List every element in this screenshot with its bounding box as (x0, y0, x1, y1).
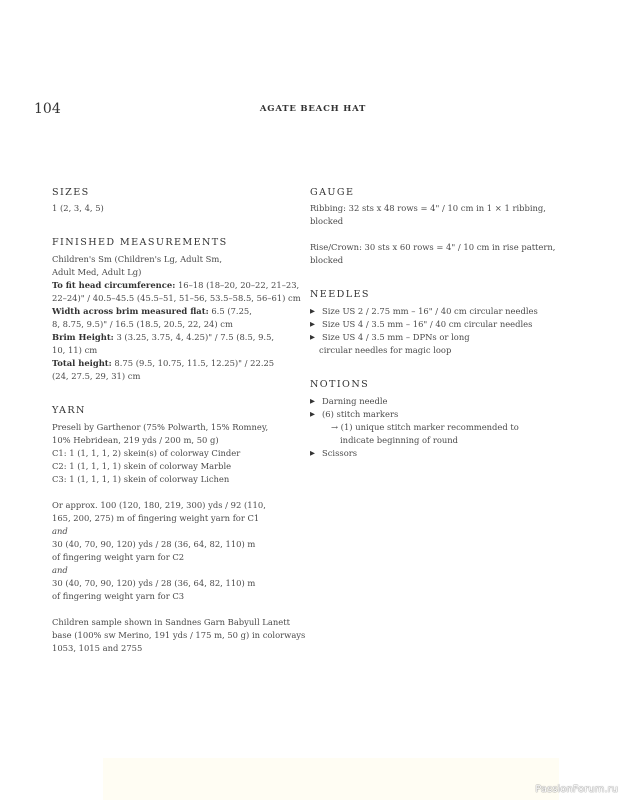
needle-item: ▶ Size US 2 / 2.75 mm – 16" / 40 cm circular needles (310, 306, 538, 316)
triangle-bullet-icon: ▶ (310, 320, 315, 328)
notions-heading: NOTIONS (310, 379, 370, 390)
sizes-section (52, 186, 292, 215)
bottom-tint-band (103, 758, 559, 800)
gauge-line: Ribbing: 32 sts x 48 rows = 4" / 10 cm in 1 × 1 ribbing, (310, 203, 546, 213)
gauge-line: Rise/Crown: 30 sts x 60 rows = 4" / 10 cm in rise pattern, (310, 242, 556, 252)
size-names-line: Children's Sm (Children's Lg, Adult Sm, (52, 254, 222, 264)
head-circumference-value: 16–18 (18–20, 20–22, 21–23, (175, 280, 300, 290)
needle-item: ▶ Size US 4 / 3.5 mm – 16" / 40 cm circular needles (310, 319, 533, 329)
yarn-and: and (52, 526, 68, 536)
notion-item: ▶ Darning needle (310, 396, 388, 406)
brim-height (52, 331, 292, 344)
notion-subitem: → (1) unique stitch marker recommended to (331, 422, 519, 432)
triangle-bullet-icon: ▶ (310, 397, 315, 405)
head-circumference-cont: 22–24)" / 40.5–45.5 (45.5–51, 51–56, 53.5–58.5, 56–61) cm (52, 293, 301, 303)
triangle-bullet-icon: ▶ (310, 307, 315, 315)
brim-height-label: Brim Height: (52, 332, 114, 342)
yarn-line: Or approx. 100 (120, 180, 219, 300) yds / 92 (110, (52, 500, 266, 510)
yarn-line: 30 (40, 70, 90, 120) yds / 28 (36, 64, 82, 110) m (52, 578, 256, 588)
sizes-heading: SIZES (52, 187, 90, 198)
total-height-label: Total height: (52, 358, 112, 368)
yarn-line: 30 (40, 70, 90, 120) yds / 28 (36, 64, 82, 110) m (52, 539, 256, 549)
yarn-line: Children sample shown in Sandnes Garn Babyull Lanett (52, 617, 290, 627)
yarn-line: base (100% sw Merino, 191 yds / 175 m, 50 g) in colorways (52, 630, 306, 640)
brim-width-cont: 8, 8.75, 9.5)" / 16.5 (18.5, 20.5, 22, 24) cm (52, 319, 233, 329)
brim-width (52, 305, 292, 318)
size-names-line: Adult Med, Adult Lg) (52, 267, 142, 277)
yarn-line: Preseli by Garthenor (75% Polwarth, 15% Romney, (52, 422, 269, 432)
head-circumference-label: To fit head circumference: (52, 280, 176, 290)
yarn-line: 1053, 1015 and 2755 (52, 643, 143, 653)
triangle-bullet-icon: ▶ (310, 449, 315, 457)
gauge-line: blocked (310, 216, 344, 226)
yarn-section (52, 404, 306, 655)
brim-width-value: 6.5 (7.25, (208, 306, 252, 316)
yarn-heading: YARN (52, 405, 86, 416)
gauge-heading: GAUGE (310, 187, 355, 198)
yarn-line: C3: 1 (1, 1, 1, 1) skein of colorway Lichen (52, 474, 230, 484)
total-height-cont: (24, 27.5, 29, 31) cm (52, 371, 141, 381)
triangle-bullet-icon: ▶ (310, 410, 315, 418)
gauge-line: blocked (310, 255, 344, 265)
yarn-and: and (52, 565, 68, 575)
notion-subitem: indicate beginning of round (340, 435, 459, 445)
yarn-line: 165, 200, 275) m of fingering weight yarn for C1 (52, 513, 260, 523)
total-height (52, 357, 292, 370)
brim-height-cont: 10, 11) cm (52, 345, 98, 355)
head-circumference (52, 279, 300, 292)
gauge-rise (310, 241, 556, 267)
brim-height-value: 3 (3.25, 3.75, 4, 4.25)" / 7.5 (8.5, 9.5, (113, 332, 275, 342)
triangle-bullet-icon: ▶ (310, 333, 315, 341)
yarn-line: 10% Hebridean, 219 yds / 200 m, 50 g) (52, 435, 219, 445)
yarn-line: C1: 1 (1, 1, 1, 2) skein(s) of colorway Cinder (52, 448, 241, 458)
notion-item: ▶ (6) stitch markers (310, 409, 399, 419)
gauge-ribbing (310, 202, 550, 228)
yarn-line: of fingering weight yarn for C3 (52, 591, 185, 601)
needle-item: ▶ Size US 4 / 3.5 mm – DPNs or long (310, 332, 470, 342)
gauge-section (310, 186, 556, 267)
right-column (310, 186, 556, 460)
yarn-line: of fingering weight yarn for C2 (52, 552, 185, 562)
page-number: 104 (34, 101, 61, 117)
finished-measurements-heading: FINISHED MEASUREMENTS (52, 237, 228, 248)
needle-item-continuation: circular needles for magic loop (319, 345, 452, 355)
sizes-value: 1 (2, 3, 4, 5) (52, 203, 104, 213)
finished-measurements-section (52, 236, 301, 383)
notion-item: ▶ Scissors (310, 448, 358, 458)
needles-section (310, 288, 550, 357)
notions-section (310, 378, 550, 460)
yarn-paragraph-2 (52, 499, 292, 603)
yarn-paragraph-1 (52, 421, 292, 486)
yarn-line: C2: 1 (1, 1, 1, 1) skein of colorway Marble (52, 461, 232, 471)
running-title: AGATE BEACH HAT (259, 104, 367, 114)
watermark: PassionForum.ru (535, 784, 618, 795)
yarn-paragraph-3 (52, 616, 306, 655)
brim-width-label: Width across brim measured flat: (52, 306, 209, 316)
total-height-value: 8.75 (9.5, 10.75, 11.5, 12.25)" / 22.25 (111, 358, 275, 368)
needles-heading: NEEDLES (310, 289, 370, 300)
left-column (52, 186, 306, 655)
